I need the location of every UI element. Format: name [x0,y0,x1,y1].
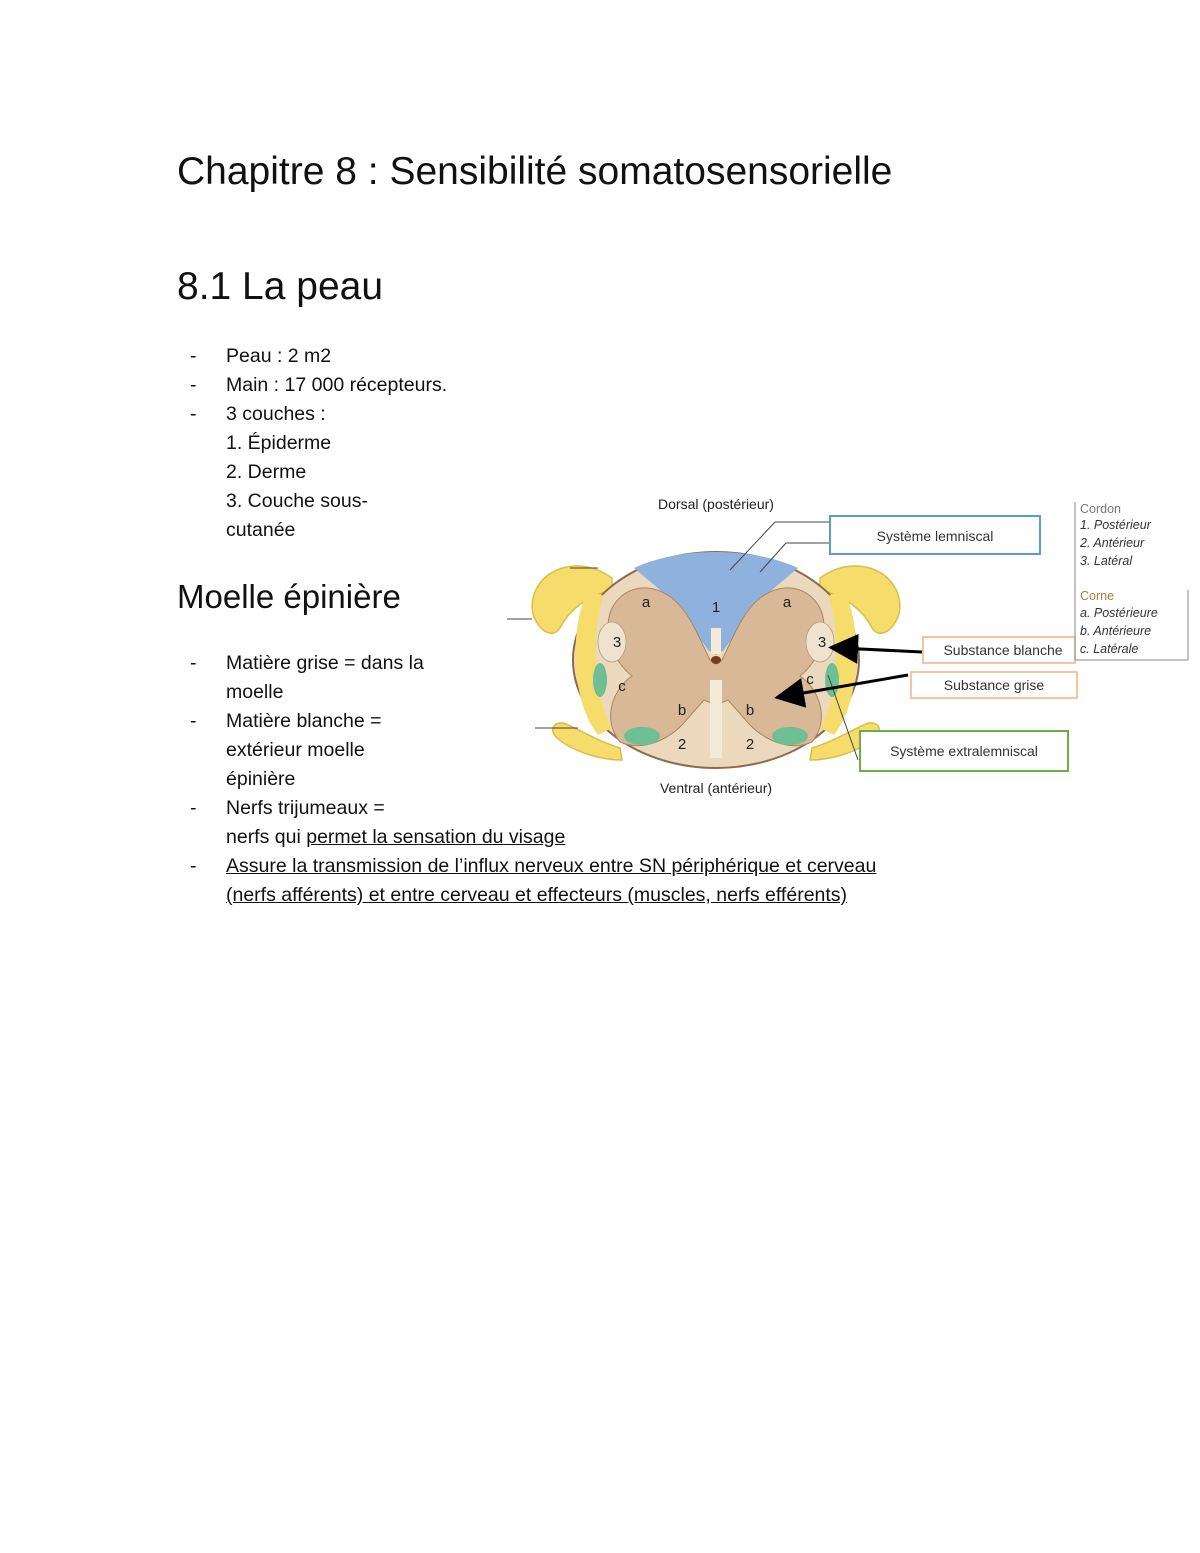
skin-facts-list [190,342,447,545]
skin-layer-2: 2. Derme [226,461,307,483]
list-item-text: nerfs qui [226,826,307,848]
list-item-text: Matière grise = dans la [226,652,424,674]
list-item-text: extérieur moelle [226,739,365,761]
list-item: - Matière grise = dans la moelle [190,649,876,707]
chapter-title: Chapitre 8 : Sensibilité somatosensorielle [177,150,893,193]
list-item-text: Peau : 2 m2 [226,345,332,367]
ventral-label: Ventral (antérieur) [659,780,773,796]
region-label-b-right: b [745,702,755,719]
list-item: - Nerfs trijumeaux = nerfs qui permet la sensation du visage [190,794,876,852]
list-item-text: Nerfs trijumeaux = [226,797,385,819]
region-label-1: 1 [711,599,721,616]
list-item-text: 3 couches : [226,403,326,425]
legend-corne-title: Corne [1080,589,1115,603]
legend-cordon-title: Cordon [1080,502,1121,516]
legend-cordon-item: 2. Antérieur [1080,536,1145,550]
underlined-text: permet la sensation du visage [306,826,566,848]
region-label-3-right: 3 [817,634,827,651]
list-item-text: épinière [226,768,296,790]
skin-layer-3: 3. Couche sous- [226,490,368,512]
ventral-fissure [710,680,722,758]
legend-corne-item: a. Postérieure [1080,606,1158,620]
region-label-a: a [641,594,651,611]
region-label-b: b [677,702,687,719]
list-item-text: Matière blanche = [226,710,382,732]
grey-matter-box-label: Substance grise [943,677,1045,693]
list-item: - 3 couches : 1. Épiderme 2. Derme 3. Couche sous- cutanée [190,400,447,545]
list-item-text: Main : 17 000 récepteurs. [226,374,448,396]
legend-cordon-item: 3. Latéral [1080,554,1133,568]
legend-corne-item: b. Antérieure [1080,624,1152,638]
region-label-c: c [618,678,626,695]
list-item: - Matière blanche = extérieur moelle épinière [190,707,876,794]
list-item: - Assure la transmission de l’influx nerveux entre SN périphérique et cerveau (nerfs afférents) et entre cerveau et effecteurs (muscles, nerfs efférents) [190,852,876,910]
legend-corne-item: c. Latérale [1080,642,1139,656]
section-heading-spinal-cord: Moelle épinière [177,578,401,615]
dorsal-label: Dorsal (postérieur) [658,496,774,512]
list-item: - Peau : 2 m2 [190,345,332,367]
spinal-cord-diagram [465,490,1200,810]
region-label-3: 3 [612,634,622,651]
dorsal-septum [711,628,721,654]
central-canal [711,656,721,664]
legend [1075,502,1188,660]
region-label-a-right: a [782,594,792,611]
skin-layer-3-continued: cutanée [226,519,296,541]
extralemniscal-box-label: Système extralemniscal [890,743,1038,759]
region-label-2-right: 2 [745,736,755,753]
white-matter-box-label: Substance blanche [943,642,1063,658]
section-heading-skin: 8.1 La peau [177,265,384,308]
region-label-c-right: c [806,671,814,688]
list-item-text: moelle [226,681,284,703]
lemniscal-box-label: Système lemniscal [876,528,994,544]
skin-layer-1: 1. Épiderme [226,432,332,454]
legend-cordon-item: 1. Postérieur [1080,518,1151,532]
underlined-text: Assure la transmission de l’influx nerveux entre SN périphérique et cerveau [226,855,877,877]
list-item: - Main : 17 000 récepteurs. [190,374,448,396]
underlined-text: (nerfs afférents) et entre cerveau et effecteurs (muscles, nerfs efférents) [226,884,848,906]
region-label-2: 2 [677,736,687,753]
